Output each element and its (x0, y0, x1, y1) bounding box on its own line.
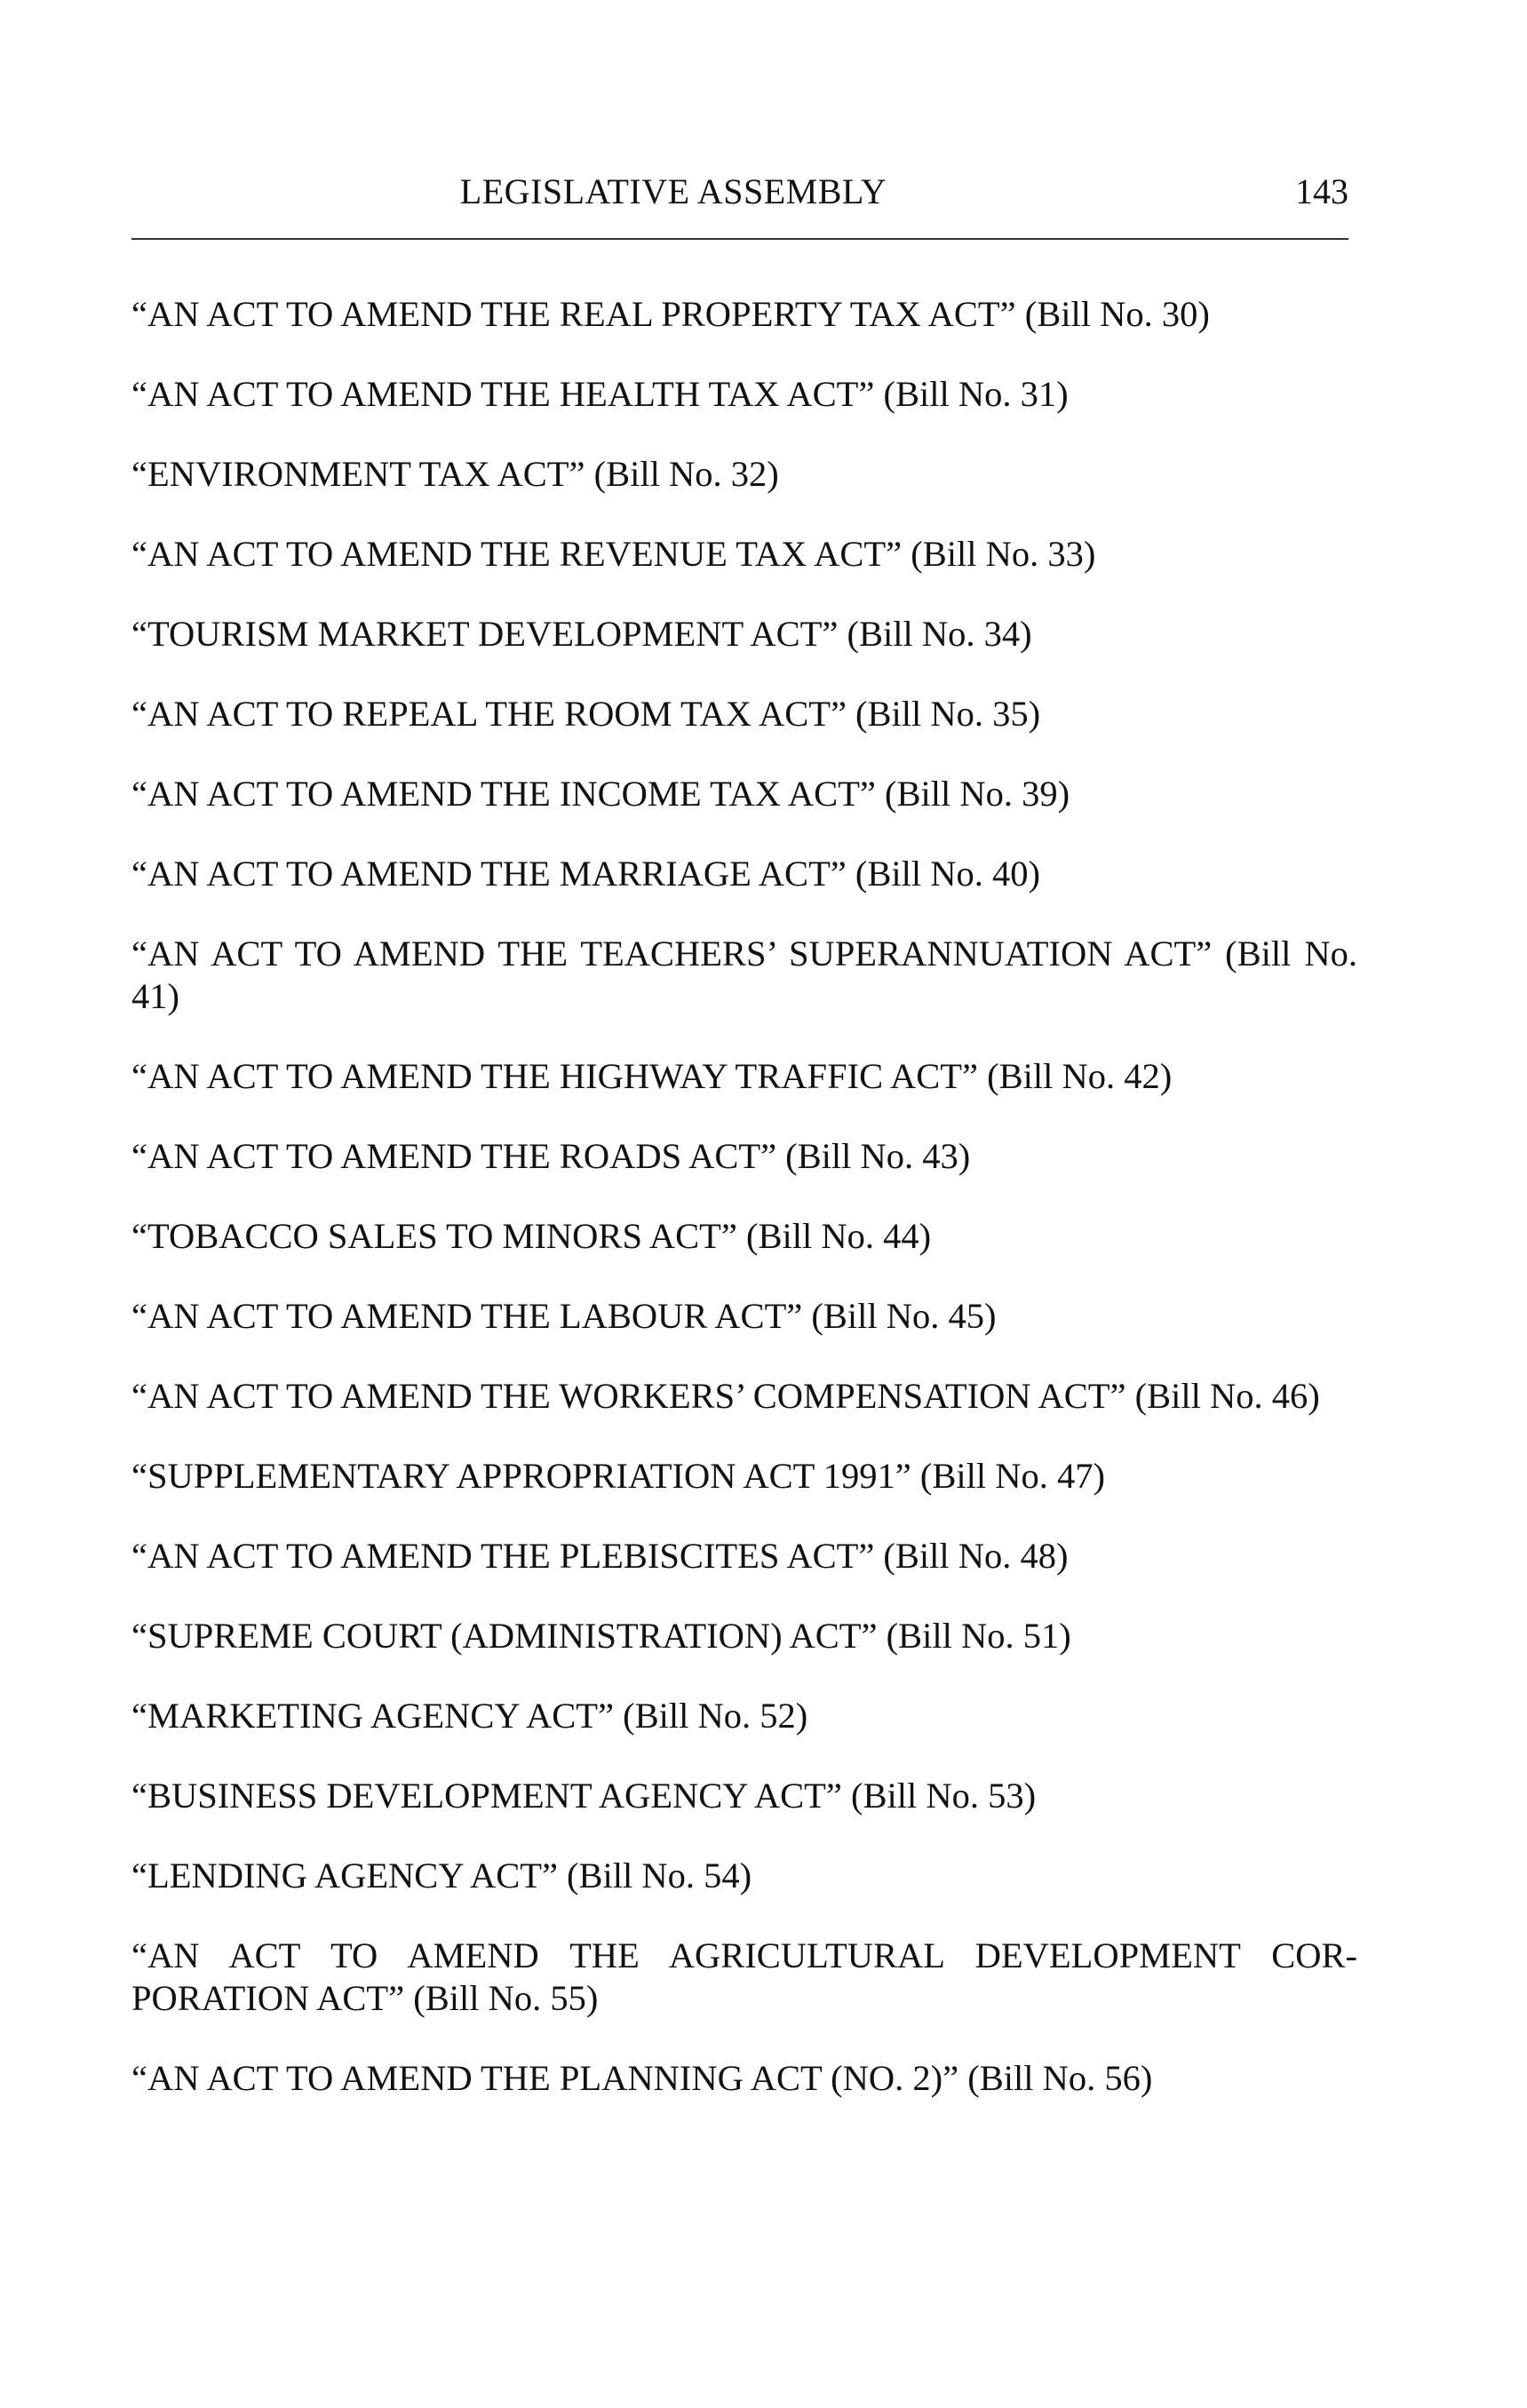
bill-entry: “AN ACT TO AMEND THE WORKERS’ COMPENSATION ACT” (Bill No. 46) (131, 1376, 1320, 1416)
bill-entry: “MARKETING AGENCY ACT” (Bill No. 52) (131, 1696, 808, 1736)
bill-entry: “AN ACT TO AMEND THE HIGHWAY TRAFFIC ACT” (Bill No. 42) (131, 1056, 1173, 1096)
bill-entry: “LENDING AGENCY ACT” (Bill No. 54) (131, 1856, 752, 1895)
bill-list (131, 293, 1357, 2137)
page-number: 143 (1295, 171, 1348, 211)
bill-entry: “BUSINESS DEVELOPMENT AGENCY ACT” (Bill No. 53) (131, 1776, 1037, 1816)
bill-entry: “ENVIRONMENT TAX ACT” (Bill No. 32) (131, 454, 779, 494)
running-head (131, 171, 1348, 224)
running-title: LEGISLATIVE ASSEMBLY (459, 171, 887, 211)
bill-entry: “SUPPLEMENTARY APPROPRIATION ACT 1991” (Bill No. 47) (131, 1456, 1105, 1496)
bill-entry: “AN ACT TO AMEND THE PLEBISCITES ACT” (Bill No. 48) (131, 1536, 1069, 1576)
bill-entry: “AN ACT TO REPEAL THE ROOM TAX ACT” (Bill No. 35) (131, 694, 1041, 734)
bill-entry: “TOURISM MARKET DEVELOPMENT ACT” (Bill No. 34) (131, 614, 1032, 654)
bill-entry: “TOBACCO SALES TO MINORS ACT” (Bill No. 44) (131, 1216, 932, 1256)
bill-entry: “AN ACT TO AMEND THE LABOUR ACT” (Bill No. 45) (131, 1296, 997, 1336)
bill-entry: “AN ACT TO AMEND THE REVENUE TAX ACT” (Bill No. 33) (131, 534, 1096, 574)
bill-entry: “AN ACT TO AMEND THE AGRICULTURAL DEVELOPMENT COR-PORATION ACT” (Bill No. 55) (131, 1935, 1357, 2018)
bill-entry: “AN ACT TO AMEND THE PLANNING ACT (NO. 2)” (Bill No. 56) (131, 2058, 1153, 2098)
bill-entry: “AN ACT TO AMEND THE HEALTH TAX ACT” (Bill No. 31) (131, 374, 1069, 414)
bill-entry: “AN ACT TO AMEND THE INCOME TAX ACT” (Bill No. 39) (131, 774, 1070, 814)
header-rule (131, 238, 1348, 240)
bill-entry: “SUPREME COURT (ADMINISTRATION) ACT” (Bill No. 51) (131, 1616, 1071, 1656)
bill-entry: “AN ACT TO AMEND THE TEACHERS’ SUPERANNUATION ACT” (Bill No. 41) (131, 934, 1357, 1016)
bill-entry: “AN ACT TO AMEND THE MARRIAGE ACT” (Bill No. 40) (131, 854, 1041, 894)
bill-entry: “AN ACT TO AMEND THE REAL PROPERTY TAX ACT” (Bill No. 30) (131, 294, 1210, 334)
bill-entry: “AN ACT TO AMEND THE ROADS ACT” (Bill No. 43) (131, 1136, 971, 1176)
